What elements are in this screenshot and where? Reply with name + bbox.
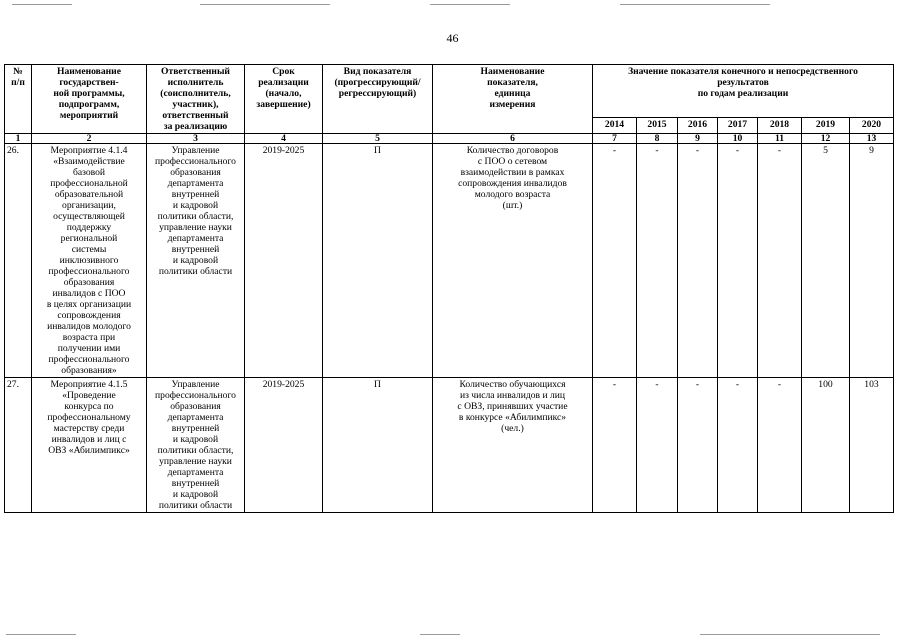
scan-edge-line bbox=[420, 634, 460, 635]
scan-edge-line bbox=[200, 4, 330, 5]
header-indicator-type: Вид показателя (прогрессирующий/ регрессирующий) bbox=[323, 65, 433, 134]
implementation-period: 2019-2025 bbox=[245, 144, 323, 378]
page-number: 46 bbox=[446, 31, 459, 45]
column-number: 12 bbox=[802, 134, 850, 144]
scan-edge-line bbox=[430, 4, 510, 5]
column-number: 7 bbox=[593, 134, 637, 144]
header-year: 2015 bbox=[637, 117, 678, 133]
column-number: 4 bbox=[245, 134, 323, 144]
header-indicator-name: Наименование показателя, единица измерения bbox=[433, 65, 593, 134]
measure-name: Мероприятие 4.1.4 «Взаимодействие базовой профессиональной образовательной организации, осуществляющей поддержку региональной системы инклюзивного профессионального образования инвалидов с ПОО в целях организации сопровождения инвалидов молодого возраста при получении ими профессионального образования» bbox=[32, 144, 147, 378]
column-number: 11 bbox=[758, 134, 802, 144]
value-cell: 103 bbox=[850, 378, 894, 513]
header-num: № п/п bbox=[5, 65, 32, 134]
scan-edge-line bbox=[6, 634, 76, 635]
header-row bbox=[5, 65, 894, 118]
header-program-name: Наименование государствен- ной программы, подпрограмм, мероприятий bbox=[32, 65, 147, 134]
value-cell: - bbox=[758, 378, 802, 513]
value-cell: - bbox=[678, 378, 718, 513]
column-number: 3 bbox=[147, 134, 245, 144]
indicator-name: Количество обучающихся из числа инвалидов и лиц с ОВЗ, принявших участие в конкурсе «Абилимпикс» (чел.) bbox=[433, 378, 593, 513]
column-number: 8 bbox=[637, 134, 678, 144]
scan-edge-line bbox=[620, 4, 770, 5]
program-table bbox=[4, 64, 894, 513]
table-row bbox=[5, 378, 894, 513]
value-cell: 9 bbox=[850, 144, 894, 378]
value-cell: 5 bbox=[802, 144, 850, 378]
value-cell: - bbox=[718, 378, 758, 513]
scan-edge-line bbox=[12, 4, 72, 5]
row-number: 26. bbox=[5, 144, 32, 378]
measure-name: Мероприятие 4.1.5 «Проведение конкурса по профессиональному мастерству среди инвалидов и лиц с ОВЗ «Абилимпикс» bbox=[32, 378, 147, 513]
scan-edge-line bbox=[700, 634, 880, 635]
responsible-executor: Управление профессионального образования департамента внутренней и кадровой политики области, управление науки департамента внутренней и кадровой политики области bbox=[147, 378, 245, 513]
row-number: 27. bbox=[5, 378, 32, 513]
column-numbers-row bbox=[5, 134, 894, 144]
value-cell: - bbox=[637, 378, 678, 513]
header-year: 2014 bbox=[593, 117, 637, 133]
column-number: 5 bbox=[323, 134, 433, 144]
value-cell: - bbox=[718, 144, 758, 378]
value-cell: - bbox=[758, 144, 802, 378]
column-number: 2 bbox=[32, 134, 147, 144]
indicator-type: П bbox=[323, 378, 433, 513]
responsible-executor: Управление профессионального образования департамента внутренней и кадровой политики области, управление науки департамента внутренней и кадровой политики области bbox=[147, 144, 245, 378]
table-row bbox=[5, 144, 894, 378]
column-number: 13 bbox=[850, 134, 894, 144]
value-cell: - bbox=[593, 144, 637, 378]
header-year: 2017 bbox=[718, 117, 758, 133]
column-number: 1 bbox=[5, 134, 32, 144]
header-year: 2019 bbox=[802, 117, 850, 133]
header-year: 2020 bbox=[850, 117, 894, 133]
value-cell: - bbox=[678, 144, 718, 378]
header-year: 2018 bbox=[758, 117, 802, 133]
indicator-name: Количество договоров с ПОО о сетевом взаимодействии в рамках сопровождения инвалидов молодого возраста (шт.) bbox=[433, 144, 593, 378]
implementation-period: 2019-2025 bbox=[245, 378, 323, 513]
header-period: Срок реализации (начало, завершение) bbox=[245, 65, 323, 134]
header-executor: Ответственный исполнитель (соисполнитель, участник), ответственный за реализацию bbox=[147, 65, 245, 134]
value-cell: 100 bbox=[802, 378, 850, 513]
value-cell: - bbox=[637, 144, 678, 378]
column-number: 10 bbox=[718, 134, 758, 144]
column-number: 6 bbox=[433, 134, 593, 144]
indicator-type: П bbox=[323, 144, 433, 378]
header-values-group: Значение показателя конечного и непосредственного результатов по годам реализации bbox=[593, 65, 894, 118]
value-cell: - bbox=[593, 378, 637, 513]
column-number: 9 bbox=[678, 134, 718, 144]
header-year: 2016 bbox=[678, 117, 718, 133]
